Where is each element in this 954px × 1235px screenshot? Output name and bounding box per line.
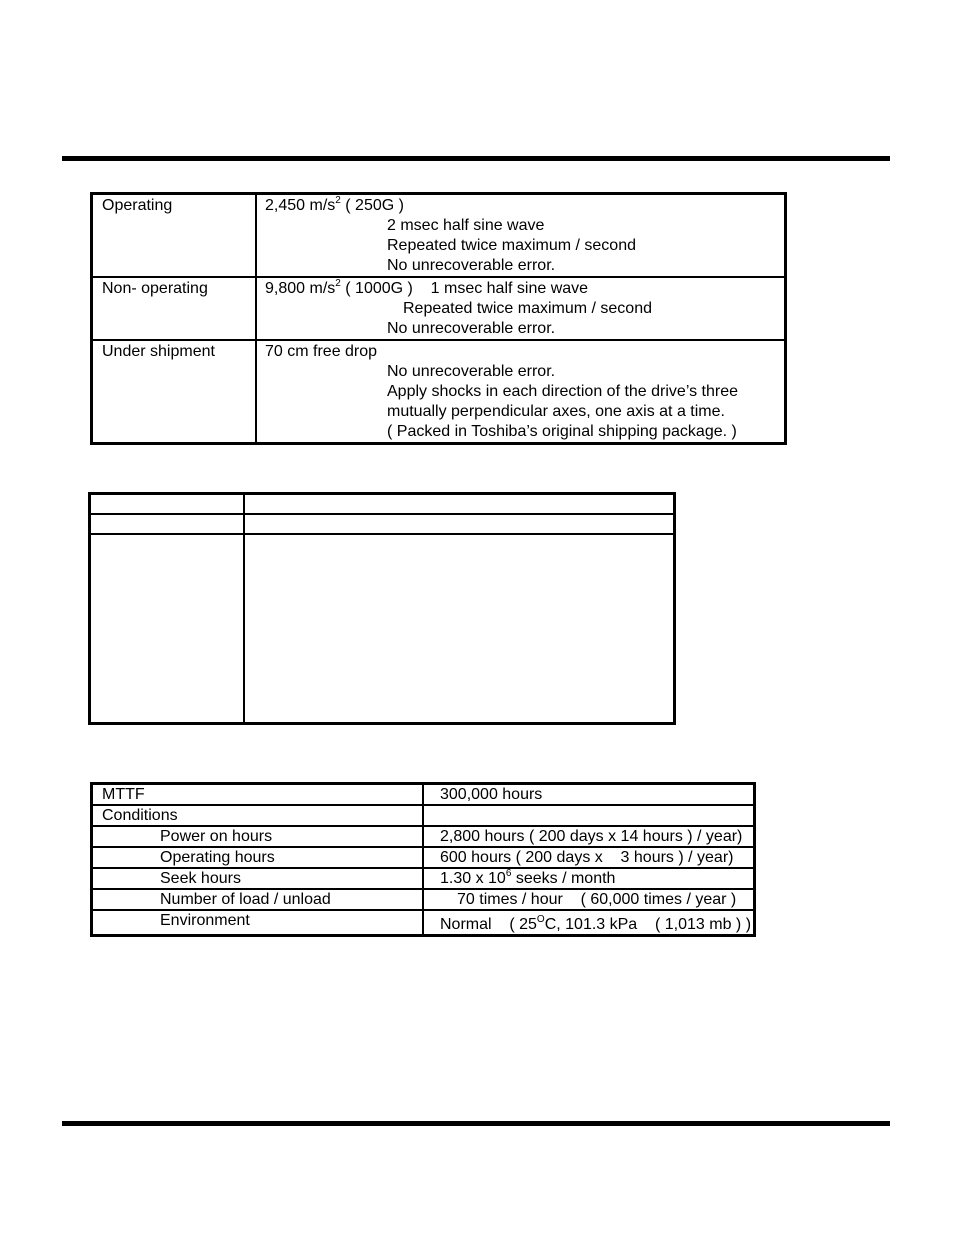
footer-rule	[62, 1121, 890, 1126]
superscript: 2	[335, 278, 341, 289]
table-row	[92, 868, 755, 889]
value-text: C, 101.3 kPa ( 1,013 mb ) )	[544, 916, 752, 933]
row-label: Under shipment	[92, 340, 257, 444]
row-value: 70 times / hour ( 60,000 times / year )	[423, 889, 755, 910]
shock-spec-table	[90, 192, 787, 445]
row-label: Seek hours	[92, 868, 424, 889]
value-line: 2 msec half sine wave	[387, 217, 545, 234]
table-row	[92, 805, 755, 826]
row-label: Operating	[92, 194, 257, 278]
row-label: Non- operating	[92, 277, 257, 340]
reliability-table	[90, 782, 756, 937]
empty-spec-table	[88, 492, 676, 725]
value-text: 9,800 m/s	[265, 280, 336, 297]
row-label: Number of load / unload	[92, 889, 424, 910]
row-value	[423, 868, 755, 889]
table-row	[90, 534, 675, 724]
superscript: 6	[505, 868, 512, 879]
value-text: Normal ( 25	[440, 916, 537, 933]
table-row	[92, 910, 755, 936]
table-row	[90, 514, 675, 534]
row-value	[256, 340, 786, 444]
value-line: No unrecoverable error.	[387, 320, 556, 337]
table-cell	[90, 494, 245, 514]
table-row	[92, 889, 755, 910]
table-cell	[244, 514, 675, 534]
table-row	[92, 826, 755, 847]
value-line: No unrecoverable error.	[387, 363, 556, 380]
value-line: No unrecoverable error.	[387, 257, 556, 274]
table-cell	[244, 534, 675, 724]
value-text: 1.30 x 10	[440, 870, 506, 887]
header-rule	[62, 156, 890, 161]
table-row	[92, 340, 786, 444]
row-value: 600 hours ( 200 days x 3 hours ) / year)	[423, 847, 755, 868]
row-value	[423, 910, 755, 936]
value-text: 2,450 m/s	[265, 197, 336, 214]
value-text: ( 250G )	[340, 197, 404, 214]
value-text: seeks / month	[511, 870, 616, 887]
row-label: MTTF	[92, 784, 424, 806]
row-label: Power on hours	[92, 826, 424, 847]
table-cell	[90, 534, 245, 724]
table-row	[92, 784, 755, 806]
value-line: Repeated twice maximum / second	[387, 237, 636, 254]
row-label: Environment	[92, 910, 424, 936]
value-text: 70 cm free drop	[265, 343, 378, 360]
table-row	[90, 494, 675, 514]
value-text: ( 1000G ) 1 msec half sine wave	[340, 280, 589, 297]
row-value	[256, 277, 786, 340]
value-line: ( Packed in Toshiba’s original shipping package. )	[387, 423, 737, 440]
value-line: Apply shocks in each direction of the drive’s three	[387, 383, 739, 400]
table-cell	[90, 514, 245, 534]
superscript: 2	[335, 195, 341, 206]
superscript: O	[536, 914, 545, 925]
value-line: mutually perpendicular axes, one axis at a time.	[387, 403, 725, 420]
row-value: 300,000 hours	[423, 784, 755, 806]
row-value: 2,800 hours ( 200 days x 14 hours ) / year)	[423, 826, 755, 847]
row-value	[423, 805, 755, 826]
value-text	[440, 916, 751, 934]
table-row	[92, 277, 786, 340]
value-line: Repeated twice maximum / second	[403, 300, 652, 317]
row-label: Conditions	[92, 805, 424, 826]
table-row	[92, 847, 755, 868]
row-label: Operating hours	[92, 847, 424, 868]
row-value	[256, 194, 786, 278]
table-row	[92, 194, 786, 278]
table-cell	[244, 494, 675, 514]
